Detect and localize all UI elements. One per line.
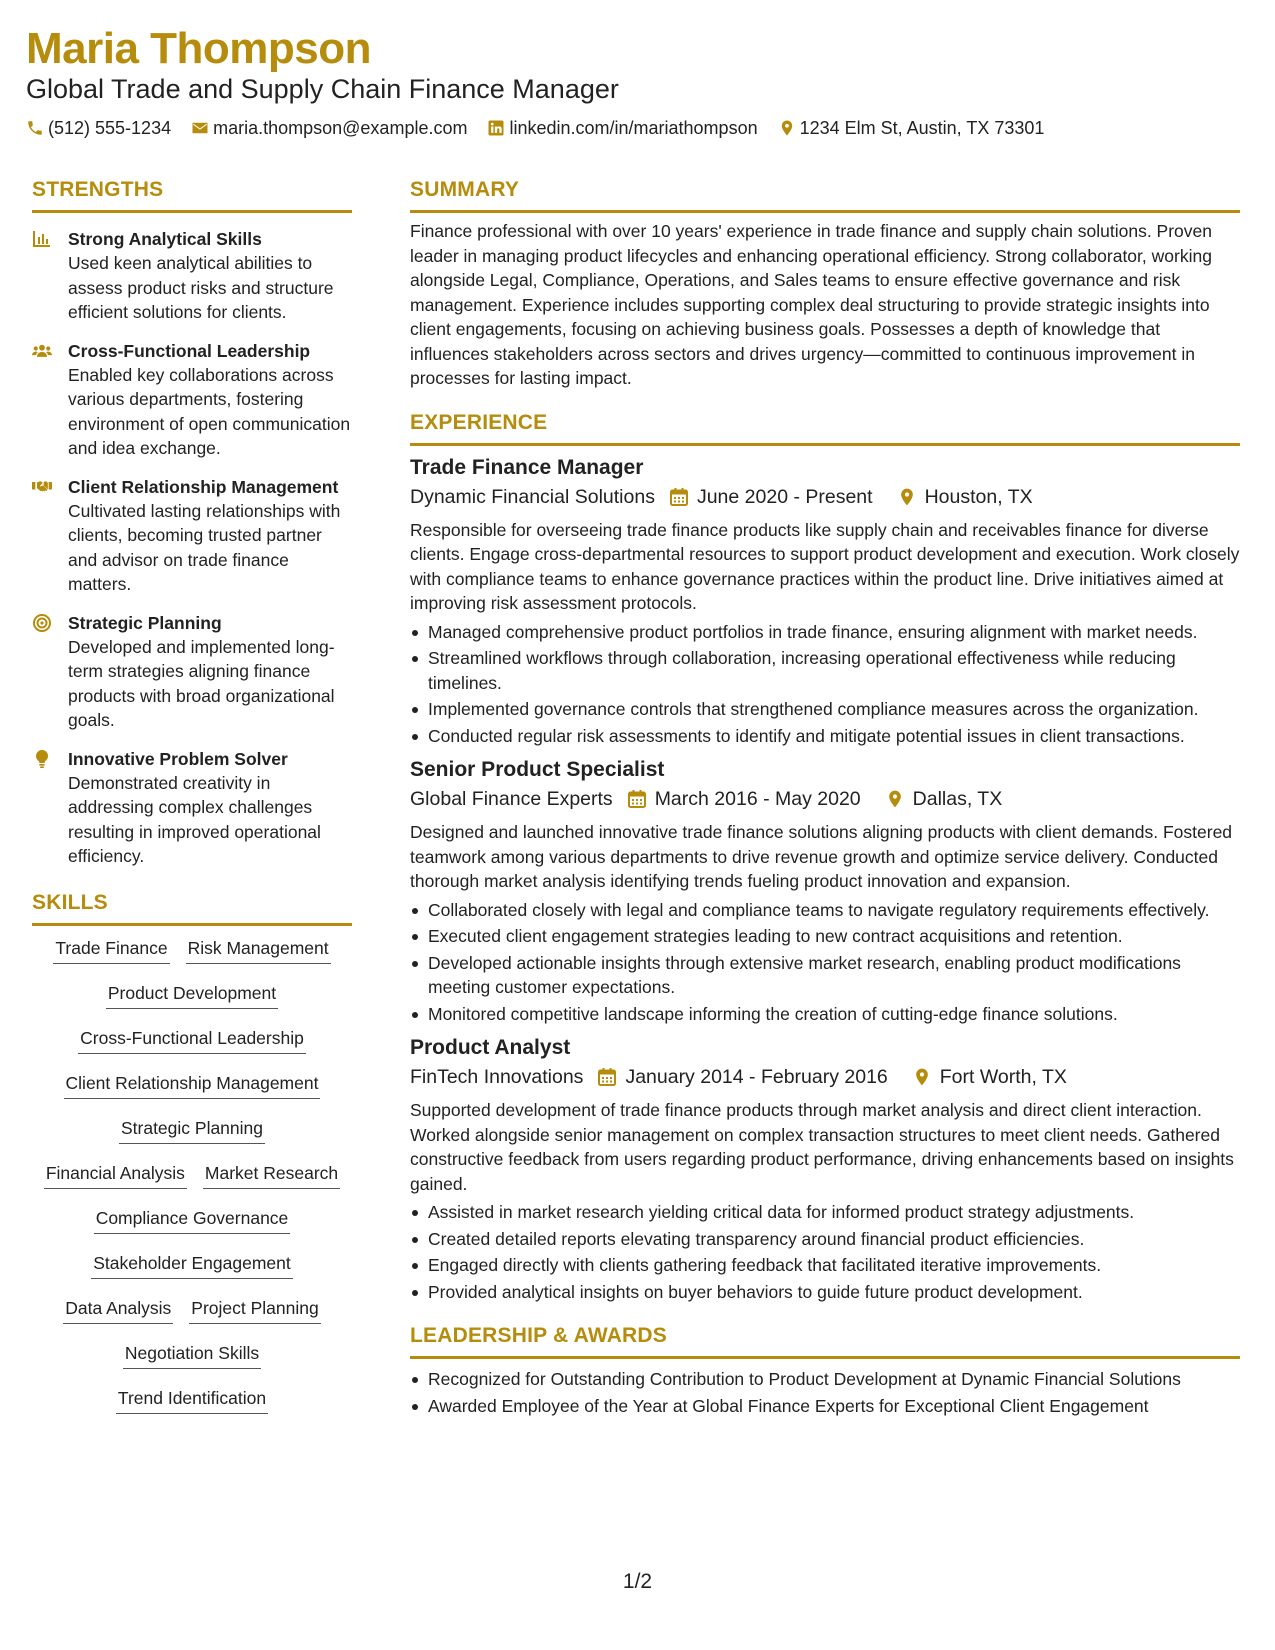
skill-tag: Trade Finance bbox=[53, 936, 169, 964]
job-dates: June 2020 - Present bbox=[696, 485, 873, 508]
job-meta bbox=[410, 482, 1240, 512]
job-location: Fort Worth, TX bbox=[939, 1066, 1067, 1088]
list-item: Managed comprehensive product portfolios in trade finance, ensuring alignment with market needs. bbox=[410, 620, 1240, 645]
map-pin-icon bbox=[778, 119, 796, 137]
job-dates: March 2016 - May 2020 bbox=[654, 788, 861, 810]
job-bullets bbox=[410, 898, 1240, 1027]
map-pin-icon bbox=[912, 1067, 932, 1087]
calendar-icon bbox=[669, 487, 689, 507]
job-bullets bbox=[410, 1200, 1240, 1304]
list-item: Recognized for Outstanding Contribution to Product Development at Dynamic Financial Solutions bbox=[410, 1367, 1240, 1392]
list-item: Streamlined workflows through collaboration, increasing operational effectiveness while reducing timelines. bbox=[410, 646, 1240, 695]
linkedin-icon bbox=[487, 119, 505, 137]
experience-heading: EXPERIENCE bbox=[410, 409, 1240, 446]
skill-tag: Negotiation Skills bbox=[123, 1341, 261, 1369]
job-bullets bbox=[410, 620, 1240, 749]
list-item: Developed actionable insights through extensive market research, enabling product modifications meeting customer expectations. bbox=[410, 951, 1240, 1000]
map-pin-icon bbox=[897, 487, 917, 507]
calendar-icon bbox=[627, 789, 647, 809]
skill-tag: Cross-Functional Leadership bbox=[78, 1026, 306, 1054]
contact-phone[interactable] bbox=[26, 116, 171, 140]
list-item: Implemented governance controls that strengthened compliance measures across the organization. bbox=[410, 697, 1240, 722]
job-title: Product Analyst bbox=[410, 1036, 571, 1059]
contact-bar bbox=[26, 116, 1246, 140]
list-item: Monitored competitive landscape informing the creation of cutting-edge finance solutions. bbox=[410, 1002, 1240, 1027]
skill-tag: Strategic Planning bbox=[119, 1116, 265, 1144]
job-description: Responsible for overseeing trade finance products like supply chain and receivables finance for diverse clients. Engage cross-departmental resources to support product development and execution. Work closely with compliance teams to enhance governance practices within the product line. Drive initiatives aimed at improving risk assessment protocols. bbox=[410, 519, 1240, 613]
job-title: Trade Finance Manager bbox=[410, 455, 644, 479]
strength-desc: Demonstrated creativity in addressing complex challenges resulting in improved operational efficiency. bbox=[68, 772, 321, 866]
list-item: Conducted regular risk assessments to identify and mitigate potential issues in client transactions. bbox=[410, 724, 1240, 749]
skill-tag: Market Research bbox=[203, 1161, 340, 1189]
skill-tag: Compliance Governance bbox=[94, 1206, 291, 1234]
chart-bar-icon bbox=[32, 229, 52, 249]
summary-section bbox=[410, 176, 1240, 391]
job-meta bbox=[410, 784, 1240, 814]
skill-tag: Client Relationship Management bbox=[64, 1071, 321, 1099]
skill-tag: Risk Management bbox=[186, 936, 331, 964]
handshake-icon bbox=[32, 477, 52, 497]
contact-linkedin[interactable] bbox=[487, 116, 757, 140]
job-entry bbox=[410, 1034, 1240, 1304]
strength-item bbox=[32, 475, 352, 597]
summary-text: Finance professional with over 10 years' experience in trade finance and supply chain solutions. Proven leader in managing product lifecycles and enhancing operational efficiency. Strong collaborator, working alongside Legal, Compliance, Operations, and Sales teams to ensure effective governance and risk management. Experience includes supporting complex deal structuring to provide strategic insights into client engagements, focusing on achieving business goals. Possesses a depth of knowledge that influences stakeholders across sectors and drives urgency—committed to continuous improvement in processes for lasting impact. bbox=[410, 221, 1213, 388]
email-text: maria.thompson@example.com bbox=[213, 118, 468, 138]
list-item: Executed client engagement strategies leading to new contract acquisitions and retention. bbox=[410, 924, 1240, 949]
skill-tag: Stakeholder Engagement bbox=[91, 1251, 293, 1279]
candidate-name: Maria Thompson bbox=[26, 24, 372, 73]
users-icon bbox=[32, 341, 52, 361]
map-pin-icon bbox=[885, 789, 905, 809]
candidate-title: Global Trade and Supply Chain Finance Manager bbox=[26, 74, 619, 104]
strength-title: Strategic Planning bbox=[68, 612, 222, 633]
skill-tag: Trend Identification bbox=[116, 1386, 268, 1414]
job-location: Houston, TX bbox=[924, 485, 1033, 508]
awards-list bbox=[410, 1367, 1240, 1418]
list-item: Engaged directly with clients gathering feedback that facilitated iterative improvements. bbox=[410, 1253, 1240, 1278]
strength-desc: Developed and implemented long-term strategies aligning finance products with broad organizational goals. bbox=[68, 636, 335, 730]
awards-heading: LEADERSHIP & AWARDS bbox=[410, 1322, 1240, 1359]
job-entry bbox=[410, 454, 1240, 749]
awards-section bbox=[410, 1322, 1240, 1418]
left-column bbox=[32, 176, 352, 1414]
strength-desc: Enabled key collaborations across various departments, fostering environment of open communication and idea exchange. bbox=[68, 364, 351, 458]
skills-list bbox=[32, 936, 352, 1414]
skill-tag: Project Planning bbox=[189, 1296, 320, 1324]
skills-heading: SKILLS bbox=[32, 889, 352, 926]
list-item: Assisted in market research yielding critical data for informed product strategy adjustments. bbox=[410, 1200, 1240, 1225]
lightbulb-icon bbox=[32, 749, 52, 769]
strength-desc: Cultivated lasting relationships with clients, becoming trusted partner and advisor on trade finance matters. bbox=[68, 500, 341, 594]
strength-title: Client Relationship Management bbox=[68, 476, 339, 497]
job-title: Senior Product Specialist bbox=[410, 758, 665, 781]
list-item: Created detailed reports elevating transparency around financial product efficiencies. bbox=[410, 1227, 1240, 1252]
job-company: FinTech Innovations bbox=[410, 1066, 584, 1088]
skills-section bbox=[32, 889, 352, 1414]
phone-text: (512) 555-1234 bbox=[48, 118, 172, 138]
skill-tag: Financial Analysis bbox=[44, 1161, 187, 1189]
address-text: 1234 Elm St, Austin, TX 73301 bbox=[799, 118, 1045, 138]
contact-address bbox=[778, 116, 1045, 140]
strength-title: Strong Analytical Skills bbox=[68, 229, 262, 249]
phone-icon bbox=[26, 119, 44, 137]
target-icon bbox=[32, 613, 52, 633]
right-column bbox=[410, 176, 1240, 1420]
skill-tag: Data Analysis bbox=[63, 1296, 173, 1324]
list-item: Provided analytical insights on buyer behaviors to guide future product development. bbox=[410, 1280, 1240, 1305]
list-item: Collaborated closely with legal and compliance teams to navigate regulatory requirements effectively. bbox=[410, 898, 1240, 923]
job-company: Global Finance Experts bbox=[410, 788, 613, 810]
page-number: 1/2 bbox=[622, 1570, 653, 1593]
strength-item bbox=[32, 227, 352, 325]
strength-item bbox=[32, 339, 352, 461]
summary-heading: SUMMARY bbox=[410, 176, 1240, 213]
strength-desc: Used keen analytical abilities to assess product risks and structure efficient solutions for clients. bbox=[68, 253, 334, 322]
job-description: Supported development of trade finance products through market analysis and direct client interaction. Worked alongside senior management on complex transaction structures to meet client needs. Gathered constructive feedback from users regarding product performance, driving enhancements based on insights gained. bbox=[410, 1100, 1234, 1194]
calendar-icon bbox=[597, 1067, 617, 1087]
strengths-section bbox=[32, 176, 352, 869]
job-description: Designed and launched innovative trade finance solutions aligning products with client demands. Fostered teamwork among various departments to drive revenue growth and optimize service delivery. Conducted thorough market analysis identifying trends fueling product innovation and expansion. bbox=[410, 822, 1233, 891]
strength-title: Cross-Functional Leadership bbox=[68, 340, 311, 361]
resume-header bbox=[26, 24, 1246, 140]
envelope-icon bbox=[191, 119, 209, 137]
strengths-heading: STRENGTHS bbox=[32, 176, 352, 213]
contact-email[interactable] bbox=[191, 116, 467, 140]
job-company: Dynamic Financial Solutions bbox=[410, 485, 655, 508]
linkedin-text: linkedin.com/in/mariathompson bbox=[509, 118, 758, 138]
strength-title: Innovative Problem Solver bbox=[68, 748, 288, 769]
strength-item bbox=[32, 611, 352, 733]
job-location: Dallas, TX bbox=[912, 788, 1003, 810]
strength-item bbox=[32, 747, 352, 869]
skill-tag: Product Development bbox=[106, 981, 278, 1009]
job-dates: January 2014 - February 2016 bbox=[625, 1066, 888, 1088]
job-meta bbox=[410, 1062, 1240, 1092]
list-item: Awarded Employee of the Year at Global Finance Experts for Exceptional Client Engagement bbox=[410, 1394, 1240, 1419]
experience-section bbox=[410, 409, 1240, 1305]
job-entry bbox=[410, 756, 1240, 1026]
